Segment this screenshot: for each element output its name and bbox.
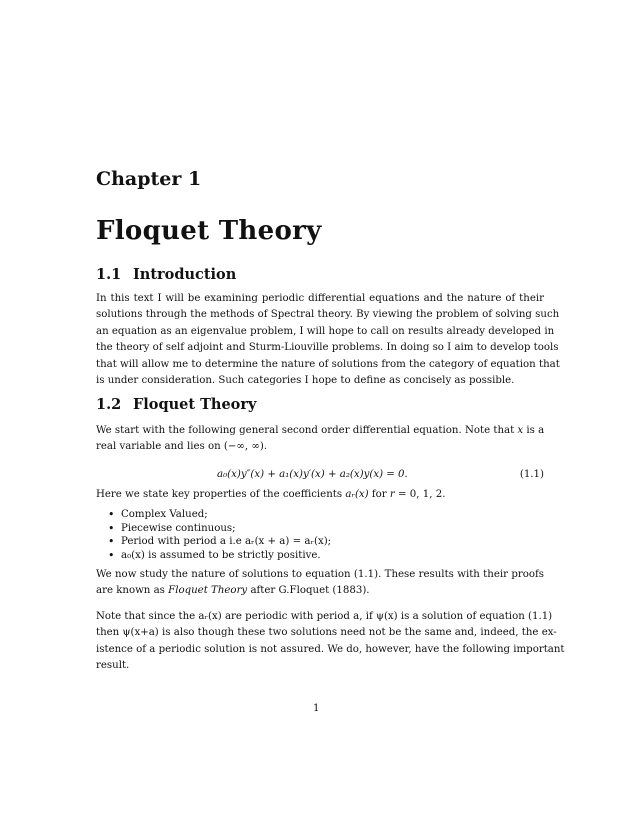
paragraph-line: istence of a periodic solution is not assured. We do, however, have the following important xyxy=(96,643,565,655)
paragraph-line: solutions through the methods of Spectral theory. By viewing the problem of solving such xyxy=(96,309,560,321)
paragraph-line: that will allow me to determine the nature of solutions from the category of equation that xyxy=(96,358,560,370)
text-run: We start with the following general second order differential equation. Note that xyxy=(96,425,518,436)
periodic-solution-paragraph xyxy=(96,609,565,675)
section-heading-floquet-theory xyxy=(96,396,256,413)
section-title: Floquet Theory xyxy=(133,396,257,413)
coefficient-properties-list xyxy=(108,508,331,562)
paragraph-line: Note that since the aᵣ(x) are periodic with period a, if ψ(x) is a solution of equation (1.1) xyxy=(96,611,553,622)
text-run: = 0, 1, 2. xyxy=(394,489,446,500)
text-run: are known as xyxy=(96,585,169,597)
list-item: • Piecewise continuous; xyxy=(108,522,331,536)
paragraph-line: then ψ(x+a) is also though these two solutions need not be the same and, indeed, the ex- xyxy=(96,627,557,639)
chapter-label: Chapter 1 xyxy=(96,168,202,190)
list-item: • a₀(x) is assumed to be strictly positive. xyxy=(108,549,331,563)
paragraph-line: We now study the nature of solutions to equation (1.1). These results with their proofs xyxy=(96,569,544,580)
math-variable: x xyxy=(517,425,524,436)
paragraph-line xyxy=(96,487,544,503)
paragraph-line: result. xyxy=(96,660,130,672)
emphasis-text: Floquet Theory xyxy=(168,585,248,597)
paragraph-line xyxy=(96,583,544,599)
section-number: 1.2 xyxy=(96,396,122,413)
section-title: Introduction xyxy=(133,266,237,283)
text-run: for xyxy=(368,489,390,500)
introduction-paragraph xyxy=(96,291,560,389)
paragraph-line: real variable and lies on (−∞, ∞). xyxy=(96,441,268,453)
section-number: 1.1 xyxy=(96,266,122,283)
list-item: • Complex Valued; xyxy=(108,508,331,522)
math-variable: r xyxy=(389,489,395,500)
math-variable: aᵣ(x) xyxy=(345,489,369,500)
section-heading-introduction xyxy=(96,266,236,283)
paragraph-line: is under consideration. Such categories I hope to define as concisely as possible. xyxy=(96,375,515,387)
floquet-intro-paragraph xyxy=(96,423,544,456)
text-run: Here we state key properties of the coefficients xyxy=(96,489,346,500)
equation-1-1 xyxy=(96,467,544,483)
text-run: is a xyxy=(523,425,545,436)
equation-body: a₀(x)y″(x) + a₁(x)y′(x) + a₂(x)y(x) = 0. xyxy=(217,469,408,480)
paragraph-line: In this text I will be examining periodic differential equations and the nature of their xyxy=(96,293,544,304)
paragraph-line: the theory of self adjoint and Sturm-Liouville problems. In doing so I aim to develop tools xyxy=(96,342,559,354)
paragraph-line xyxy=(96,423,544,439)
text-run: after G.Floquet (1883). xyxy=(247,585,370,597)
key-properties-line xyxy=(96,487,544,503)
equation-number: (1.1) xyxy=(519,469,544,480)
list-item: • Period with period a i.e aᵣ(x + a) = aᵣ(x); xyxy=(108,535,331,549)
floquet-results-paragraph xyxy=(96,567,544,600)
paragraph-line: an equation as an eigenvalue problem, I will hope to call on results already developed in xyxy=(96,325,555,337)
page-number: 1 xyxy=(313,703,320,714)
chapter-title: Floquet Theory xyxy=(96,216,322,246)
